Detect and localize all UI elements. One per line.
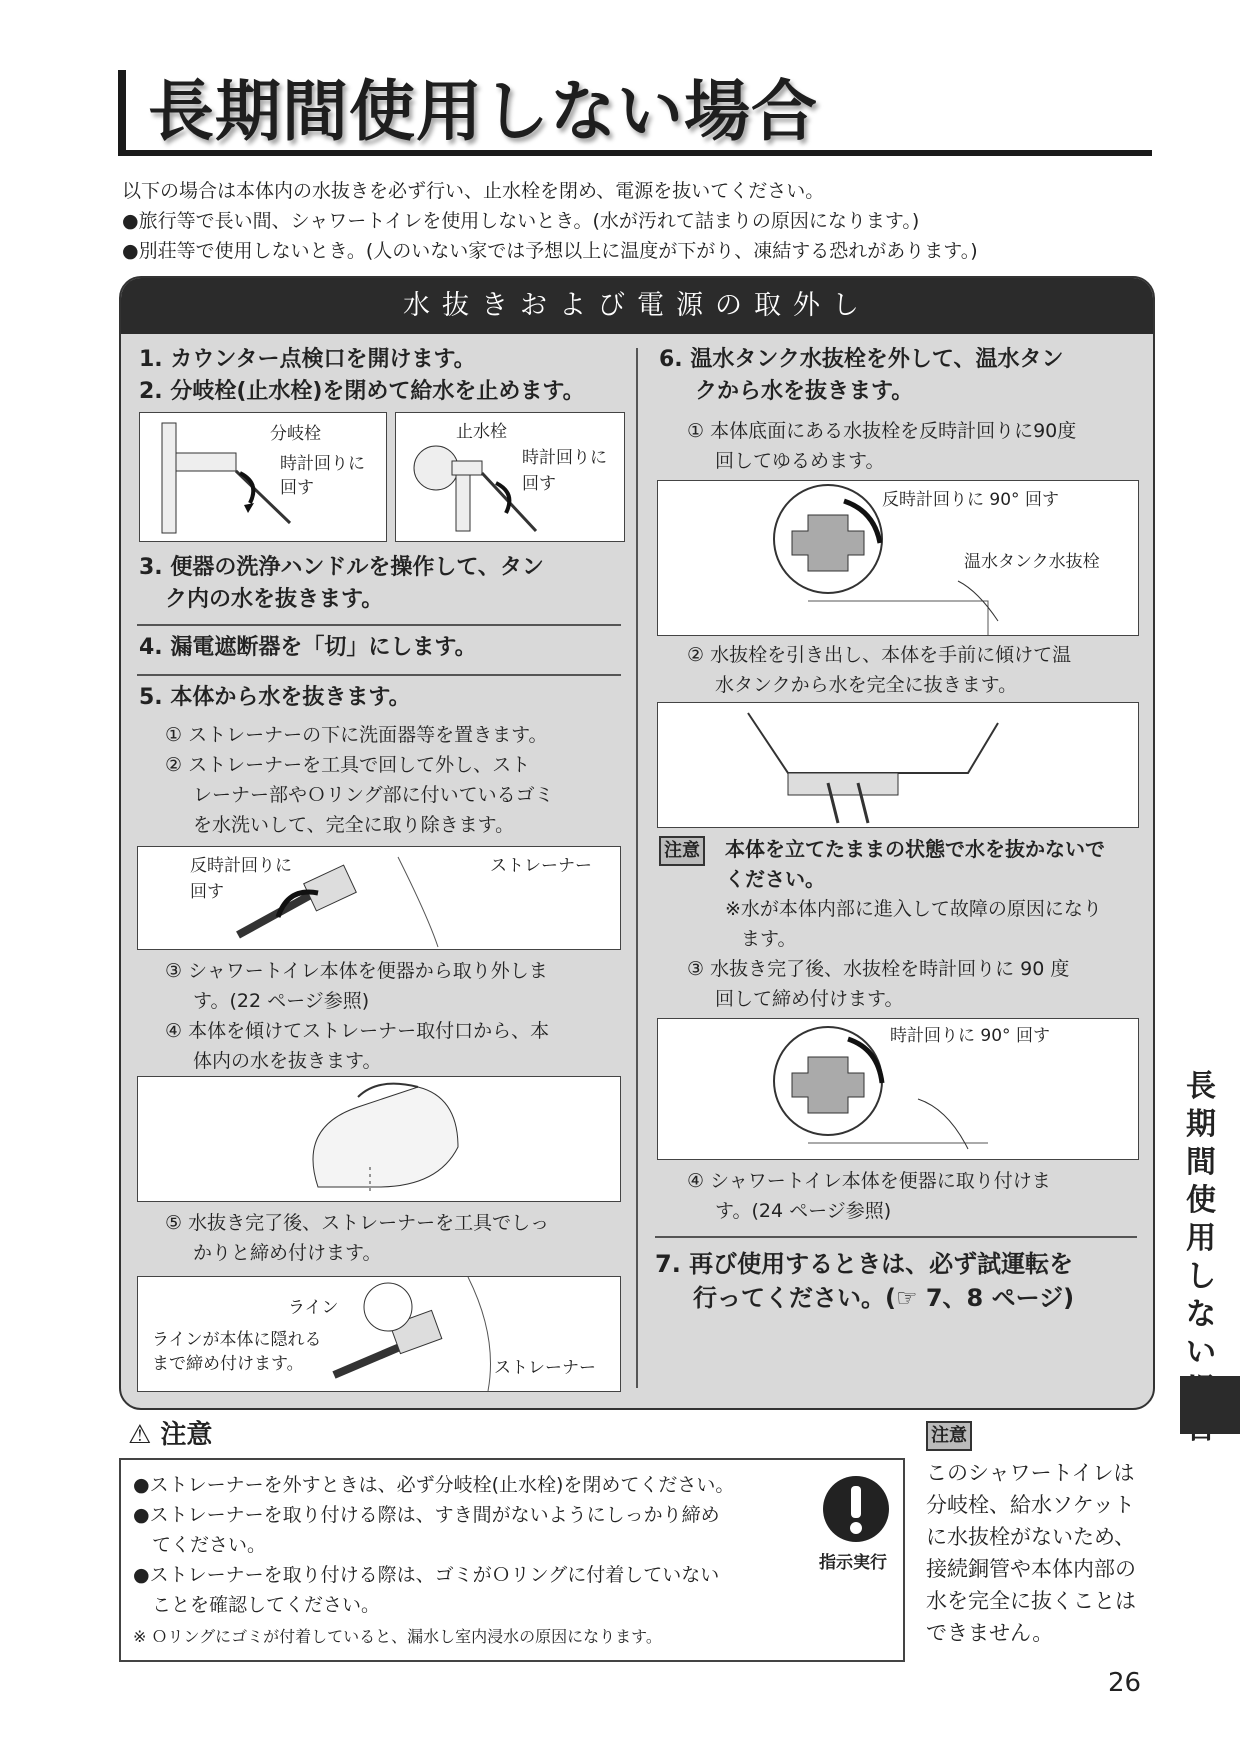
label-counterclockwise-90: 反時計回りに 90° 回す (882, 490, 1059, 510)
step-7-line-2: 行ってください。(☞ 7、8 ページ) (693, 1284, 1075, 1312)
label-clockwise-90: 時計回りに 90° 回す (890, 1026, 1050, 1046)
step-5-sub-3-line-1: ③ シャワートイレ本体を便器から取り外しま (165, 960, 548, 982)
label-counterclockwise: 反時計回りに (190, 856, 292, 876)
side-note-line: このシャワートイレは (926, 1461, 1135, 1485)
intro-line: ●旅行等で長い間、シャワートイレを使用しないとき。(水が汚れて詰まりの原因になります。) (122, 210, 920, 232)
caution-item: ことを確認してください。 (133, 1594, 381, 1616)
divider (137, 624, 621, 626)
step-1: 1. カウンター点検口を開けます。 (139, 347, 476, 372)
label-turn: 回す (522, 474, 556, 494)
illustration-strainer-tighten (137, 1276, 621, 1392)
label-clockwise: 時計回りに (280, 454, 365, 474)
step-6-line-2: クから水を抜きます。 (695, 379, 914, 404)
step-3-line-2: ク内の水を抜きます。 (165, 587, 384, 612)
caution-box (119, 1458, 905, 1662)
step-5-sub-1: ① ストレーナーの下に洗面器等を置きます。 (165, 724, 548, 746)
column-divider (636, 348, 638, 1388)
caution-text (725, 834, 1105, 894)
caution-item: ●ストレーナーを取り付ける際は、すき間がないようにしっかり締め (133, 1504, 720, 1526)
title-rule (118, 150, 1152, 156)
label-turn: 回す (190, 882, 224, 902)
side-note-tag: 注意 (926, 1421, 972, 1451)
illustration-stop-valve (395, 412, 625, 542)
step-5-sub-4-line-2: 体内の水を抜きます。 (193, 1050, 382, 1072)
label-clockwise: 時計回りに (522, 448, 607, 468)
label-line: ライン (288, 1298, 339, 1318)
step-5-sub-2-line-2: レーナー部やＯリング部に付いているゴミ (193, 784, 554, 806)
illustration-tank-drain (657, 702, 1139, 828)
caution-heading-text: 注意 (160, 1420, 213, 1450)
step-6-sub-3-line-2: 回して締め付けます。 (715, 988, 904, 1010)
caution-label: 注意 (659, 836, 705, 866)
step-5-sub-5-line-2: かりと締め付けます。 (193, 1242, 382, 1264)
step-6-sub-1-line-2: 回してゆるめます。 (715, 450, 885, 472)
side-note-line: に水抜栓がないため、 (926, 1525, 1136, 1549)
step-6-sub-3-line-1: ③ 水抜き完了後、水抜栓を時計回りに 90 度 (687, 958, 1070, 980)
intro-line: ●別荘等で使用しないとき。(人のいない家では予想以上に温度が下がり、凍結する恐れがあります。) (122, 240, 978, 262)
instruction-icon-group (821, 1474, 891, 1573)
step-5: 5. 本体から水を抜きます。 (139, 685, 411, 710)
divider (655, 1236, 1137, 1238)
caution-note-line-2: ます。 (741, 928, 797, 950)
divider (137, 674, 621, 676)
warning-triangle-icon: ⚠ (128, 1420, 152, 1450)
step-5-sub-5-line-1: ⑤ 水抜き完了後、ストレーナーを工具でしっ (165, 1212, 550, 1234)
label-branch-valve: 分岐栓 (270, 424, 321, 444)
stop-valve-drawing (396, 413, 624, 541)
illustration-drain-plug-loosen (657, 480, 1139, 636)
step-6-sub-2-line-2: 水タンクから水を完全に抜きます。 (715, 674, 1018, 696)
step-6-sub-2-line-1: ② 水抜栓を引き出し、本体を手前に傾けて温 (687, 644, 1072, 666)
intro-line: 以下の場合は本体内の水抜きを必ず行い、止水栓を閉め、電源を抜いてください。 (122, 180, 825, 202)
label-turn: 回す (280, 478, 314, 498)
step-5-sub-2-line-1: ② ストレーナーを工具で回して外し、スト (165, 754, 531, 776)
step-6-sub-1-line-1: ① 本体底面にある水抜栓を反時計回りに90度 (687, 420, 1077, 442)
step-2: 2. 分岐栓(止水栓)を閉めて給水を止めます。 (139, 379, 585, 404)
title-accent-bar (118, 70, 126, 156)
page-number: 26 (1108, 1668, 1142, 1698)
panel-title: 水抜きおよび電源の取外し (121, 278, 1153, 334)
step-3-line-1: 3. 便器の洗浄ハンドルを操作して、タン (139, 555, 544, 580)
side-note (926, 1418, 1136, 1649)
side-tab-label: 長期間使用しない (1186, 1069, 1216, 1370)
step-7-line-1: 7. 再び使用するときは、必ず試運転を (655, 1250, 1074, 1278)
side-tab-block (1180, 1376, 1240, 1434)
caution-item: ●ストレーナーを外すときは、必ず分岐栓(止水栓)を閉めてください。 (133, 1474, 735, 1496)
caution-heading (128, 1414, 212, 1451)
step-4: 4. 漏電遮断器を「切」にします。 (139, 635, 477, 660)
drain-procedure-panel (119, 276, 1155, 1410)
tilt-drain-drawing (138, 1077, 620, 1201)
instruction-label: 指示実行 (819, 1553, 887, 1573)
caution-footnote: ※ Ｏリングにゴミが付着していると、漏水し室内浸水の原因になります。 (133, 1627, 662, 1646)
caution-item: ●ストレーナーを取り付ける際は、ゴミがＯリングに付着していない (133, 1564, 720, 1586)
tank-drain-drawing (658, 703, 1138, 827)
illustration-strainer-removal (137, 846, 621, 950)
side-note-line: 水を完全に抜くことは (926, 1589, 1136, 1613)
label-strainer: ストレーナー (494, 1358, 596, 1378)
side-note-line: 分岐栓、給水ソケット (926, 1493, 1135, 1517)
illustration-tilt-drain (137, 1076, 621, 1202)
caution-item: てください。 (133, 1534, 267, 1556)
illustration-branch-valve (139, 412, 387, 542)
caution-line: ください。 (725, 867, 825, 891)
label-stop-valve: 止水栓 (456, 422, 507, 442)
branch-valve-drawing (140, 413, 386, 541)
step-5-sub-3-line-2: す。(22 ページ参照) (193, 990, 370, 1012)
step-6-sub-4-line-1: ④ シャワートイレ本体を便器に取り付けま (687, 1170, 1051, 1192)
step-6-sub-4-line-2: す。(24 ページ参照) (715, 1200, 892, 1222)
step-5-sub-4-line-1: ④ 本体を傾けてストレーナー取付口から、本 (165, 1020, 550, 1042)
intro-text (122, 176, 978, 266)
label-strainer: ストレーナー (490, 856, 592, 876)
caution-list (133, 1470, 734, 1620)
side-note-line: 接続銅管や本体内部の (926, 1557, 1136, 1581)
step-5-sub-2-line-3: を水洗いして、完全に取り除きます。 (193, 814, 515, 836)
label-tighten: まで締め付けます。 (152, 1354, 304, 1374)
illustration-drain-plug-tighten (657, 1018, 1139, 1160)
label-tighten-until-hidden: ラインが本体に隠れる (152, 1330, 322, 1350)
caution-tag (659, 836, 705, 866)
caution-note-line-1: ※水が本体内部に進入して故障の原因になり (725, 898, 1102, 920)
step-6-line-1: 6. 温水タンク水抜栓を外して、温水タン (659, 347, 1064, 372)
exclamation-icon (821, 1474, 891, 1544)
side-note-line: できません。 (926, 1621, 1054, 1645)
caution-line: 本体を立てたままの状態で水を抜かないで (725, 837, 1105, 861)
page-title: 長期間使用しない場合 (148, 73, 818, 150)
label-drain-plug: 温水タンク水抜栓 (964, 552, 1100, 572)
